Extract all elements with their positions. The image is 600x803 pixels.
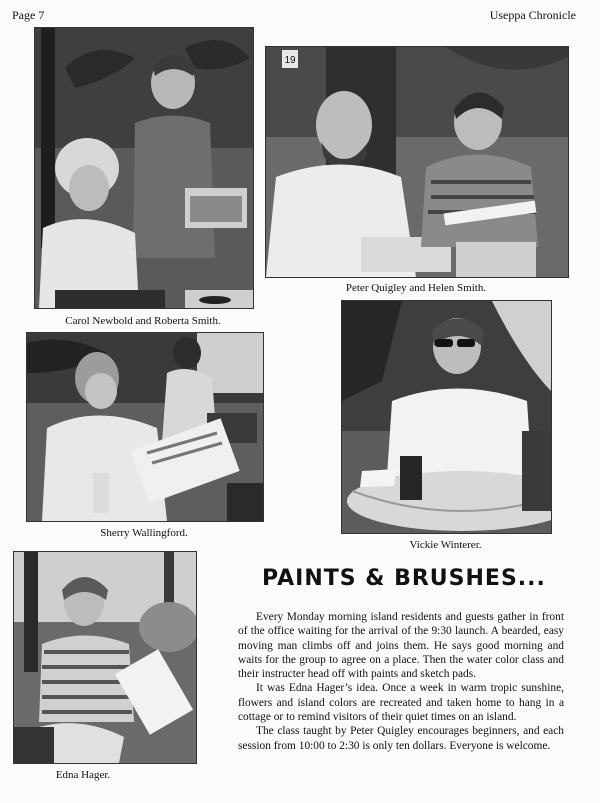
easel-number-tag: 19 xyxy=(284,55,296,66)
publication-name: Useppa Chronicle xyxy=(489,8,576,22)
caption-winterer: Vickie Winterer. xyxy=(409,539,482,551)
photo-wallingford xyxy=(26,332,264,522)
caption-newbold-smith: Carol Newbold and Roberta Smith. xyxy=(65,315,221,327)
photo-winterer xyxy=(341,300,552,534)
article-title: PAINTS & BRUSHES... xyxy=(262,566,546,591)
article-body xyxy=(238,610,564,753)
page-number: Page 7 xyxy=(12,8,45,22)
article-paragraph: Every Monday morning island residents and guests gather in front of the office waiting for the arrival of the 9:30 launch. A bearded, easy moving man climbs off and joins them. He says good morning and waits for the group to agree on a place. Then the water color class and their instructer head off with paints and sketch pads. xyxy=(238,611,564,681)
caption-hager: Edna Hager. xyxy=(55,769,111,781)
article-paragraph: The class taught by Peter Quigley encourages beginners, and each session from 10:00 to 2:30 is only ten dollars. Everyone is welcome. xyxy=(238,725,564,752)
caption-quigley-smith: Peter Quigley and Helen Smith. xyxy=(345,282,487,294)
photo-quigley-smith xyxy=(265,46,569,278)
photo-newbold-smith xyxy=(34,27,254,309)
photo-hager xyxy=(13,551,197,764)
caption-wallingford: Sherry Wallingford. xyxy=(100,527,188,539)
article-paragraph: It was Edna Hager’s idea. Once a week in warm tropic sunshine, flowers and island colors are recreated and taken home to hang in a cottage or to remind visitors of their quiet times on an island. xyxy=(238,682,564,724)
